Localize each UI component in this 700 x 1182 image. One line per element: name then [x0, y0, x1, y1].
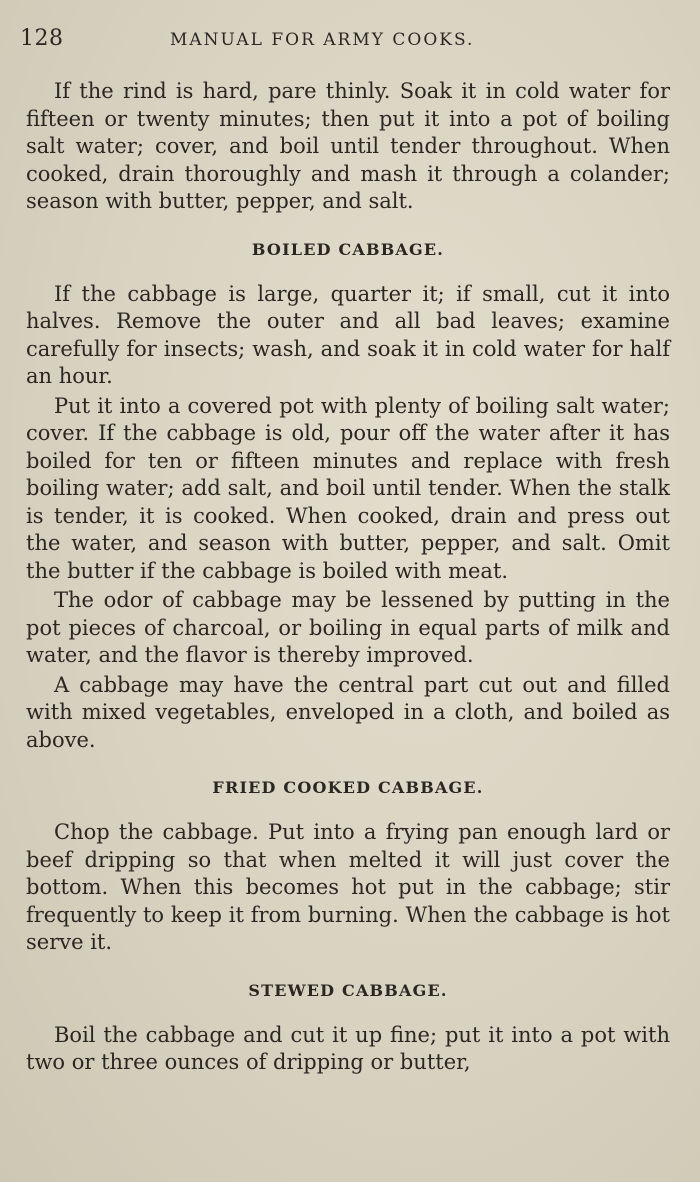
page-header	[20, 26, 680, 56]
boiled-cabbage-paragraph-1: If the cabbage is large, quarter it; if small, cut it into halves. Remove the outer and all bad leaves; examine carefully for insects; wash, and soak it in cold water for half an hour.	[26, 281, 670, 388]
page-body	[26, 78, 670, 1077]
page-number: 128	[20, 26, 64, 51]
intro-paragraph: If the rind is hard, pare thinly. Soak it in cold water for fifteen or twenty minutes; then put it into a pot of boiling salt water; cover, and boil until tender throughout. When cooked, drain thoroughly and mash it through a colander; season with butter, pepper, and salt.	[26, 79, 670, 213]
boiled-cabbage-paragraph-3: The odor of cabbage may be lessened by putting in the pot pieces of charcoal, or boiling in equal parts of milk and water, and the flavor is thereby improved.	[26, 588, 670, 667]
fried-cooked-cabbage-paragraph: Chop the cabbage. Put into a frying pan enough lard or beef dripping so that when melted it will just cover the bottom. When this becomes hot put in the cabbage; stir frequently to keep it from burning. When the cabbage is hot serve it.	[26, 820, 670, 954]
boiled-cabbage-paragraph-4: A cabbage may have the central part cut out and filled with mixed vegetables, enveloped in a cloth, and boiled as above.	[26, 672, 670, 752]
section-heading-boiled-cabbage: BOILED CABBAGE.	[251, 239, 445, 259]
boiled-cabbage-paragraph-2: Put it into a covered pot with plenty of boiling salt water; cover. If the cabbage is old, pour off the water after it has boiled for ten or fifteen minutes and replace with fresh boiling water; add salt, and boil until tender. When the stalk is tender, it is cooked. When cooked, drain and press out the water, and season with butter, pepper, and salt. Omit the butter if the cabbage is boiled with meat.	[26, 393, 670, 583]
section-heading-stewed-cabbage: STEWED CABBAGE.	[248, 980, 448, 1000]
running-title: MANUAL FOR ARMY COOKS.	[170, 30, 475, 50]
stewed-cabbage-paragraph: Boil the cabbage and cut it up fine; put it into a pot with two or three ounces of dripping or butter,	[26, 1022, 670, 1074]
section-heading-fried-cooked-cabbage: FRIED COOKED CABBAGE.	[212, 778, 484, 797]
